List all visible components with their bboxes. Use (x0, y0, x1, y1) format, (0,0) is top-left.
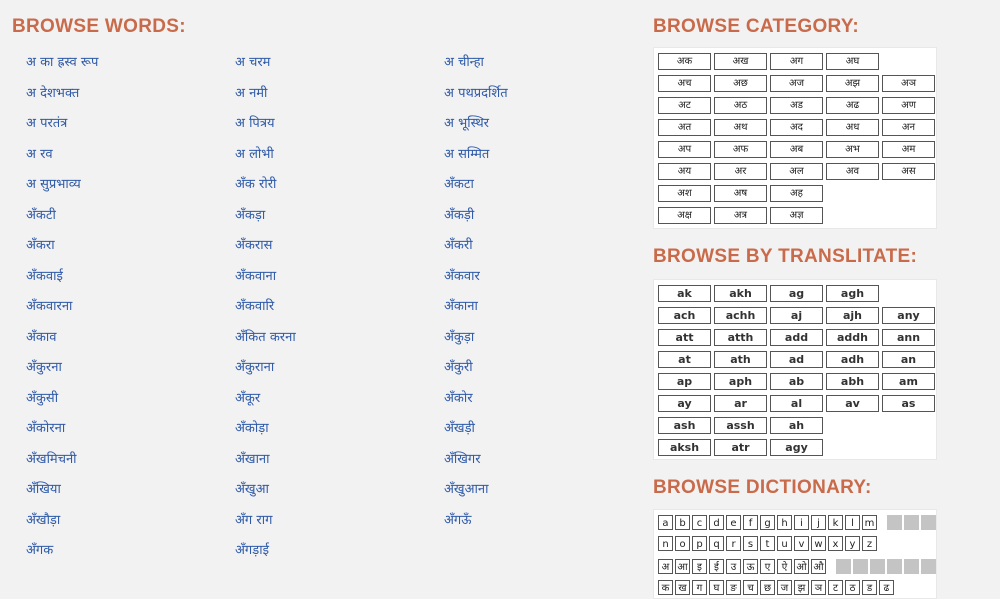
word-link[interactable]: अँकोर (444, 390, 473, 406)
word-link[interactable]: अ का ह्रस्व रूप (26, 55, 99, 70)
translitate-empty-cell (882, 439, 935, 456)
translitate-button[interactable]: am (882, 373, 935, 390)
translitate-button[interactable]: as (882, 395, 935, 412)
category-button[interactable]: अघ (826, 53, 879, 70)
word-link[interactable]: अँकड़ा (235, 207, 266, 223)
word-link[interactable]: अ लोभी (235, 146, 274, 162)
dictionary-letter-key[interactable]: s (743, 536, 758, 551)
translitate-button[interactable]: an (882, 351, 935, 368)
dictionary-letter-key[interactable]: p (692, 536, 707, 551)
category-button[interactable]: अफ (714, 141, 767, 158)
dictionary-letter-key[interactable]: i (794, 515, 809, 530)
translitate-button[interactable]: ad (770, 351, 823, 368)
translitate-button[interactable]: att (658, 329, 711, 346)
category-button[interactable]: अह (770, 185, 823, 202)
word-link[interactable]: अँखुआ (235, 482, 269, 497)
word-link[interactable]: अँकवाना (235, 268, 277, 284)
category-button[interactable]: अत (658, 119, 711, 136)
dictionary-letter-key[interactable]: b (675, 515, 690, 530)
word-link[interactable]: अ सुप्रभाव्य (26, 177, 81, 192)
word-link[interactable]: अँकवाई (26, 268, 63, 284)
word-link[interactable]: अँकित करना (235, 329, 296, 345)
dictionary-letter-key[interactable]: m (862, 515, 877, 530)
translitate-empty-cell (826, 417, 879, 434)
dictionary-letter-key[interactable]: ङ (726, 580, 741, 595)
category-button[interactable]: अध (826, 119, 879, 136)
dictionary-letter-key[interactable]: v (794, 536, 809, 551)
translitate-button[interactable]: ash (658, 417, 711, 434)
word-link[interactable]: अ भूस्थिर (444, 116, 489, 131)
dictionary-letter-key[interactable]: o (675, 536, 690, 551)
dictionary-empty-key (904, 515, 919, 530)
dictionary-letter-key[interactable]: u (777, 536, 792, 551)
translitate-button[interactable]: ay (658, 395, 711, 412)
word-link[interactable]: अँग राग (235, 512, 273, 528)
word-link[interactable]: अँकाव (26, 329, 57, 345)
browse-category-heading: BROWSE CATEGORY: (653, 16, 860, 37)
dictionary-letter-key[interactable]: उ (726, 559, 741, 574)
dictionary-letter-key[interactable]: ऊ (743, 559, 758, 574)
word-link[interactable]: अँखौड़ा (26, 512, 61, 528)
translitate-button[interactable]: adh (826, 351, 879, 368)
category-button[interactable]: अव (826, 163, 879, 180)
word-link[interactable]: अँखिया (26, 482, 61, 497)
word-link[interactable]: अ पित्रय (235, 116, 275, 131)
translitate-button[interactable]: at (658, 351, 711, 368)
dictionary-letter-key[interactable]: n (658, 536, 673, 551)
dictionary-letter-key[interactable]: ज (777, 580, 792, 595)
category-empty-cell (826, 207, 879, 224)
word-link[interactable]: अ चरम (235, 55, 271, 70)
word-link[interactable]: अँकटी (26, 207, 56, 223)
dictionary-empty-key (904, 559, 919, 574)
dictionary-letter-key[interactable]: ख (675, 580, 690, 595)
dictionary-letter-key[interactable]: छ (760, 580, 775, 595)
category-button[interactable]: अण (882, 97, 935, 114)
category-empty-cell (882, 185, 935, 202)
translitate-empty-cell (826, 439, 879, 456)
translitate-button[interactable]: atth (714, 329, 767, 346)
word-link[interactable]: अँकरी (444, 238, 473, 253)
dictionary-panel (653, 509, 937, 599)
category-button[interactable]: अञ (882, 75, 935, 92)
dictionary-letter-key[interactable]: l (845, 515, 860, 530)
category-button[interactable]: अक्ष (658, 207, 711, 224)
translitate-button-grid (658, 285, 936, 456)
dictionary-letter-key[interactable]: h (777, 515, 792, 530)
word-link[interactable]: अँखाना (235, 451, 270, 467)
category-button[interactable]: अल (770, 163, 823, 180)
browse-translitate-heading: BROWSE BY TRANSLITATE: (653, 246, 918, 267)
category-button[interactable]: अज्ञ (770, 207, 823, 224)
dictionary-letter-key[interactable]: ए (760, 559, 775, 574)
dictionary-letter-key[interactable]: च (743, 580, 758, 595)
translitate-button[interactable]: ah (770, 417, 823, 434)
category-button[interactable]: अछ (714, 75, 767, 92)
dictionary-letter-key[interactable]: d (709, 515, 724, 530)
translitate-button[interactable]: abh (826, 373, 879, 390)
dictionary-letter-key[interactable]: क (658, 580, 673, 595)
category-empty-cell (882, 53, 935, 70)
word-link[interactable]: अँकुड़ा (444, 329, 475, 345)
category-button[interactable]: अग (770, 53, 823, 70)
word-link[interactable]: अ देशभक्त (26, 85, 80, 101)
category-button[interactable]: अष (714, 185, 767, 202)
category-button[interactable]: अस (882, 163, 935, 180)
category-empty-cell (882, 207, 935, 224)
word-link[interactable]: अँगक (26, 543, 54, 558)
dictionary-empty-key (921, 515, 936, 530)
category-empty-cell (826, 185, 879, 202)
translitate-button[interactable]: ab (770, 373, 823, 390)
translitate-button[interactable]: ag (770, 285, 823, 302)
dictionary-letter-key[interactable]: ऐ (777, 559, 792, 574)
dictionary-row-latin-n-z (658, 536, 936, 551)
dictionary-letter-key[interactable]: c (692, 515, 707, 530)
category-button[interactable]: अय (658, 163, 711, 180)
dictionary-letter-key[interactable]: w (811, 536, 826, 551)
dictionary-row-latin-a-m (658, 515, 936, 530)
translitate-button[interactable]: ajh (826, 307, 879, 324)
category-button-grid (658, 53, 936, 224)
dictionary-letter-key[interactable]: ट (828, 580, 843, 595)
translitate-button[interactable]: ach (658, 307, 711, 324)
category-button[interactable]: अभ (826, 141, 879, 158)
category-button[interactable]: अढ (826, 97, 879, 114)
translitate-button[interactable]: aksh (658, 439, 711, 456)
translitate-button[interactable]: ath (714, 351, 767, 368)
word-link[interactable]: अँकवारि (235, 299, 275, 314)
category-button[interactable]: अम (882, 141, 935, 158)
translitate-button[interactable]: akh (714, 285, 767, 302)
translitate-button[interactable]: agy (770, 439, 823, 456)
category-button[interactable]: अब (770, 141, 823, 158)
translitate-button[interactable]: ar (714, 395, 767, 412)
translitate-button[interactable]: aph (714, 373, 767, 390)
dictionary-empty-key (887, 515, 902, 530)
translitate-button[interactable]: av (826, 395, 879, 412)
word-link[interactable]: अँगऊँ (444, 512, 472, 528)
dictionary-letter-key[interactable]: इ (692, 559, 707, 574)
dictionary-letter-key[interactable]: घ (709, 580, 724, 595)
dictionary-empty-key (836, 559, 851, 574)
category-button[interactable]: अट (658, 97, 711, 114)
word-link[interactable]: अँकरास (235, 238, 273, 253)
word-link[interactable]: अँगड़ाई (235, 543, 269, 558)
dictionary-letter-key[interactable]: ञ (811, 580, 826, 595)
word-link[interactable]: अँखुआना (444, 482, 489, 497)
dictionary-letter-key[interactable]: t (760, 536, 775, 551)
word-link[interactable]: अँकोरना (26, 421, 66, 436)
translitate-button[interactable]: ak (658, 285, 711, 302)
word-link[interactable]: अँकुसी (26, 390, 59, 406)
category-button[interactable]: अच (658, 75, 711, 92)
word-link[interactable]: अ नमी (235, 85, 268, 101)
word-link[interactable]: अँकड़ी (444, 207, 475, 223)
word-link[interactable]: अँकाना (444, 299, 478, 314)
dictionary-letter-key[interactable]: a (658, 515, 673, 530)
dictionary-empty-key (853, 559, 868, 574)
word-link[interactable]: अ पथप्रदर्शित (444, 85, 508, 101)
word-link[interactable]: अँकुरना (26, 360, 62, 375)
dictionary-letter-key[interactable]: ड (862, 580, 877, 595)
word-link[interactable]: अँक रोरी (235, 177, 277, 192)
word-link[interactable]: अ सम्मित (444, 146, 490, 162)
word-link[interactable]: अँकूर (235, 390, 261, 406)
dictionary-row-spacer (879, 515, 885, 530)
category-button[interactable]: अन (882, 119, 935, 136)
dictionary-row-hindi-consonants (658, 580, 936, 595)
translitate-empty-cell (882, 417, 935, 434)
category-button[interactable]: अत्र (714, 207, 767, 224)
dictionary-empty-key (921, 559, 936, 574)
word-link[interactable]: अँखड़ी (444, 421, 475, 436)
dictionary-letter-key[interactable]: f (743, 515, 758, 530)
category-button[interactable]: अद (770, 119, 823, 136)
word-list (26, 52, 646, 571)
dictionary-letter-key[interactable]: औ (811, 559, 826, 574)
word-link[interactable]: अँकवारना (26, 299, 73, 314)
word-link[interactable]: अँकरा (26, 238, 55, 253)
dictionary-letter-key[interactable]: k (828, 515, 843, 530)
dictionary-letter-key[interactable]: ओ (794, 559, 809, 574)
category-button[interactable]: अज (770, 75, 823, 92)
dictionary-letter-key[interactable]: झ (794, 580, 809, 595)
category-button[interactable]: अठ (714, 97, 767, 114)
category-panel (653, 47, 937, 229)
dictionary-letter-key[interactable]: y (845, 536, 860, 551)
dictionary-row-hindi-vowels (658, 559, 936, 574)
translitate-empty-cell (882, 285, 935, 302)
word-link[interactable]: अ रव (26, 146, 53, 162)
translitate-button[interactable]: add (770, 329, 823, 346)
dictionary-letter-key[interactable]: ई (709, 559, 724, 574)
dictionary-letter-key[interactable]: आ (675, 559, 690, 574)
translitate-button[interactable]: achh (714, 307, 767, 324)
dictionary-letter-key[interactable]: ग (692, 580, 707, 595)
word-link[interactable]: अँकुराना (235, 360, 275, 375)
browse-dictionary-heading: BROWSE DICTIONARY: (653, 477, 872, 498)
dictionary-letter-key[interactable]: q (709, 536, 724, 551)
word-link[interactable]: अँकुरी (444, 360, 473, 375)
dictionary-letter-key[interactable]: j (811, 515, 826, 530)
dictionary-letter-key[interactable]: r (726, 536, 741, 551)
translitate-button[interactable]: ann (882, 329, 935, 346)
word-link[interactable]: अँखिगर (444, 451, 481, 467)
category-button[interactable]: अख (714, 53, 767, 70)
dictionary-letter-key[interactable]: x (828, 536, 843, 551)
dictionary-row-spacer (828, 559, 834, 574)
word-link[interactable]: अँकटा (444, 177, 474, 192)
word-link[interactable]: अ चीन्हा (444, 55, 484, 70)
translitate-button[interactable]: aj (770, 307, 823, 324)
category-button[interactable]: अप (658, 141, 711, 158)
category-button[interactable]: अश (658, 185, 711, 202)
dictionary-empty-key (870, 559, 885, 574)
dictionary-letter-key[interactable]: e (726, 515, 741, 530)
word-link[interactable]: अ परतंत्र (26, 116, 68, 131)
translitate-button[interactable]: atr (714, 439, 767, 456)
translitate-button[interactable]: agh (826, 285, 879, 302)
category-button[interactable]: अझ (826, 75, 879, 92)
category-button[interactable]: अक (658, 53, 711, 70)
category-button[interactable]: अड (770, 97, 823, 114)
dictionary-letter-key[interactable]: g (760, 515, 775, 530)
word-link[interactable]: अँखमिचनी (26, 451, 77, 467)
translitate-button[interactable]: addh (826, 329, 879, 346)
dictionary-letter-key[interactable]: z (862, 536, 877, 551)
category-button[interactable]: अर (714, 163, 767, 180)
category-button[interactable]: अथ (714, 119, 767, 136)
translitate-button[interactable]: assh (714, 417, 767, 434)
browse-words-heading: BROWSE WORDS: (12, 16, 186, 37)
dictionary-letter-key[interactable]: ठ (845, 580, 860, 595)
translitate-button[interactable]: al (770, 395, 823, 412)
translitate-button[interactable]: any (882, 307, 935, 324)
translitate-panel (653, 279, 937, 460)
dictionary-empty-key (887, 559, 902, 574)
dictionary-letter-key[interactable]: ढ (879, 580, 894, 595)
translitate-button[interactable]: ap (658, 373, 711, 390)
word-link[interactable]: अँकोड़ा (235, 421, 269, 436)
word-link[interactable]: अँकवार (444, 268, 480, 284)
dictionary-letter-key[interactable]: अ (658, 559, 673, 574)
